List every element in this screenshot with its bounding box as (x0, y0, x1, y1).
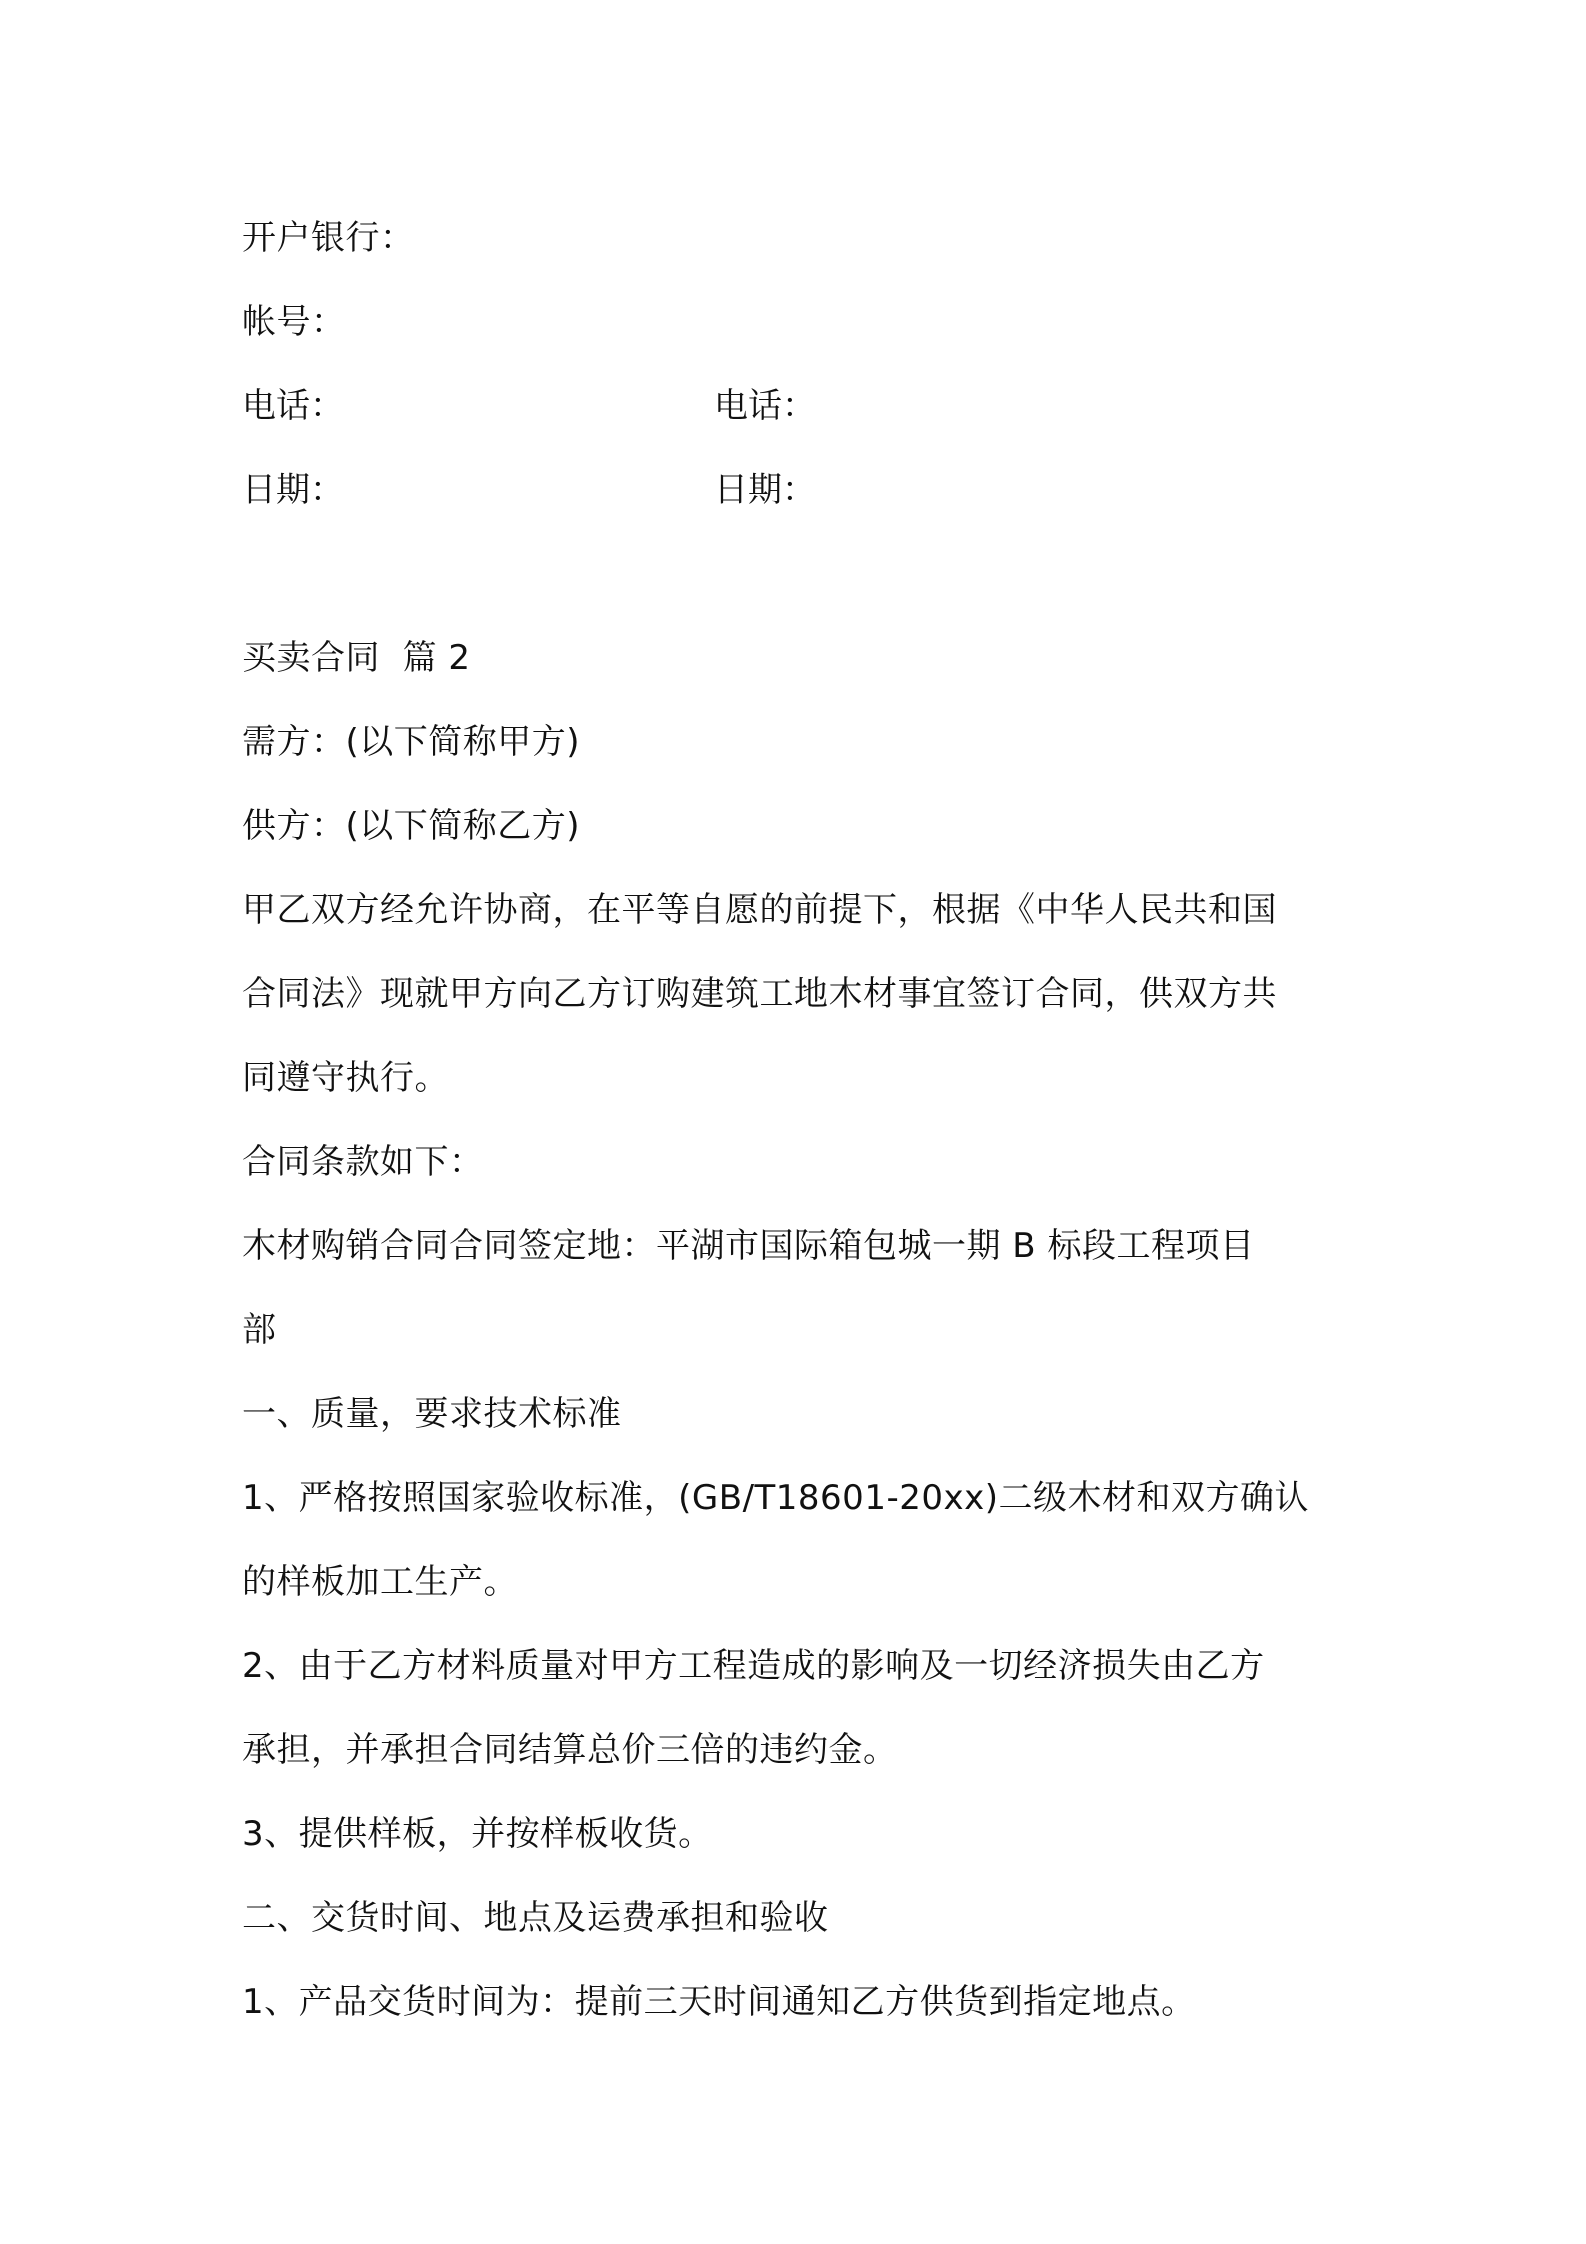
section1-item1-line: 的样板加工生产。 (242, 1562, 518, 1602)
date-label-left: 日期： (242, 470, 344, 510)
document-body (242, 196, 1352, 2044)
section2-heading: 二、交货时间、地点及运费承担和验收 (242, 1898, 829, 1938)
section2-item1: 1、产品交货时间为：提前三天时间通知乙方供货到指定地点。 (242, 1982, 1196, 2022)
date-label-right: 日期： (714, 470, 816, 510)
section1-item2-line: 承担，并承担合同结算总价三倍的违约金。 (242, 1730, 898, 1770)
preamble-line: 同遵守执行。 (242, 1058, 449, 1098)
preamble-line: 合同法》现就甲方向乙方订购建筑工地木材事宜签订合同，供双方共 (242, 974, 1277, 1014)
supplier-line: 供方：(以下简称乙方) (242, 806, 581, 846)
section1-item1-line: 1、严格按照国家验收标准，(GB/T18601-20xx)二级木材和双方确认 (242, 1478, 1309, 1518)
location-line: 木材购销合同合同签定地：平湖市国际箱包城一期 B 标段工程项目 (242, 1226, 1255, 1266)
phone-row (242, 364, 1352, 448)
section-spacer (242, 532, 1352, 616)
date-row (242, 448, 1352, 532)
section1-item3: 3、提供样板，并按样板收货。 (242, 1814, 713, 1854)
bank-label: 开户银行： (242, 218, 415, 258)
phone-label-right: 电话： (714, 386, 816, 426)
account-label: 帐号： (242, 302, 346, 342)
buyer-line: 需方：(以下简称甲方) (242, 722, 581, 762)
location-line: 部 (242, 1310, 277, 1350)
contract-title: 买卖合同 篇 2 (242, 638, 471, 678)
phone-label-left: 电话： (242, 386, 344, 426)
terms-heading: 合同条款如下： (242, 1142, 484, 1182)
preamble-line: 甲乙双方经允许协商，在平等自愿的前提下，根据《中华人民共和国 (242, 890, 1277, 930)
section1-heading: 一、质量，要求技术标准 (242, 1394, 622, 1434)
section1-item2-line: 2、由于乙方材料质量对甲方工程造成的影响及一切经济损失由乙方 (242, 1646, 1265, 1686)
